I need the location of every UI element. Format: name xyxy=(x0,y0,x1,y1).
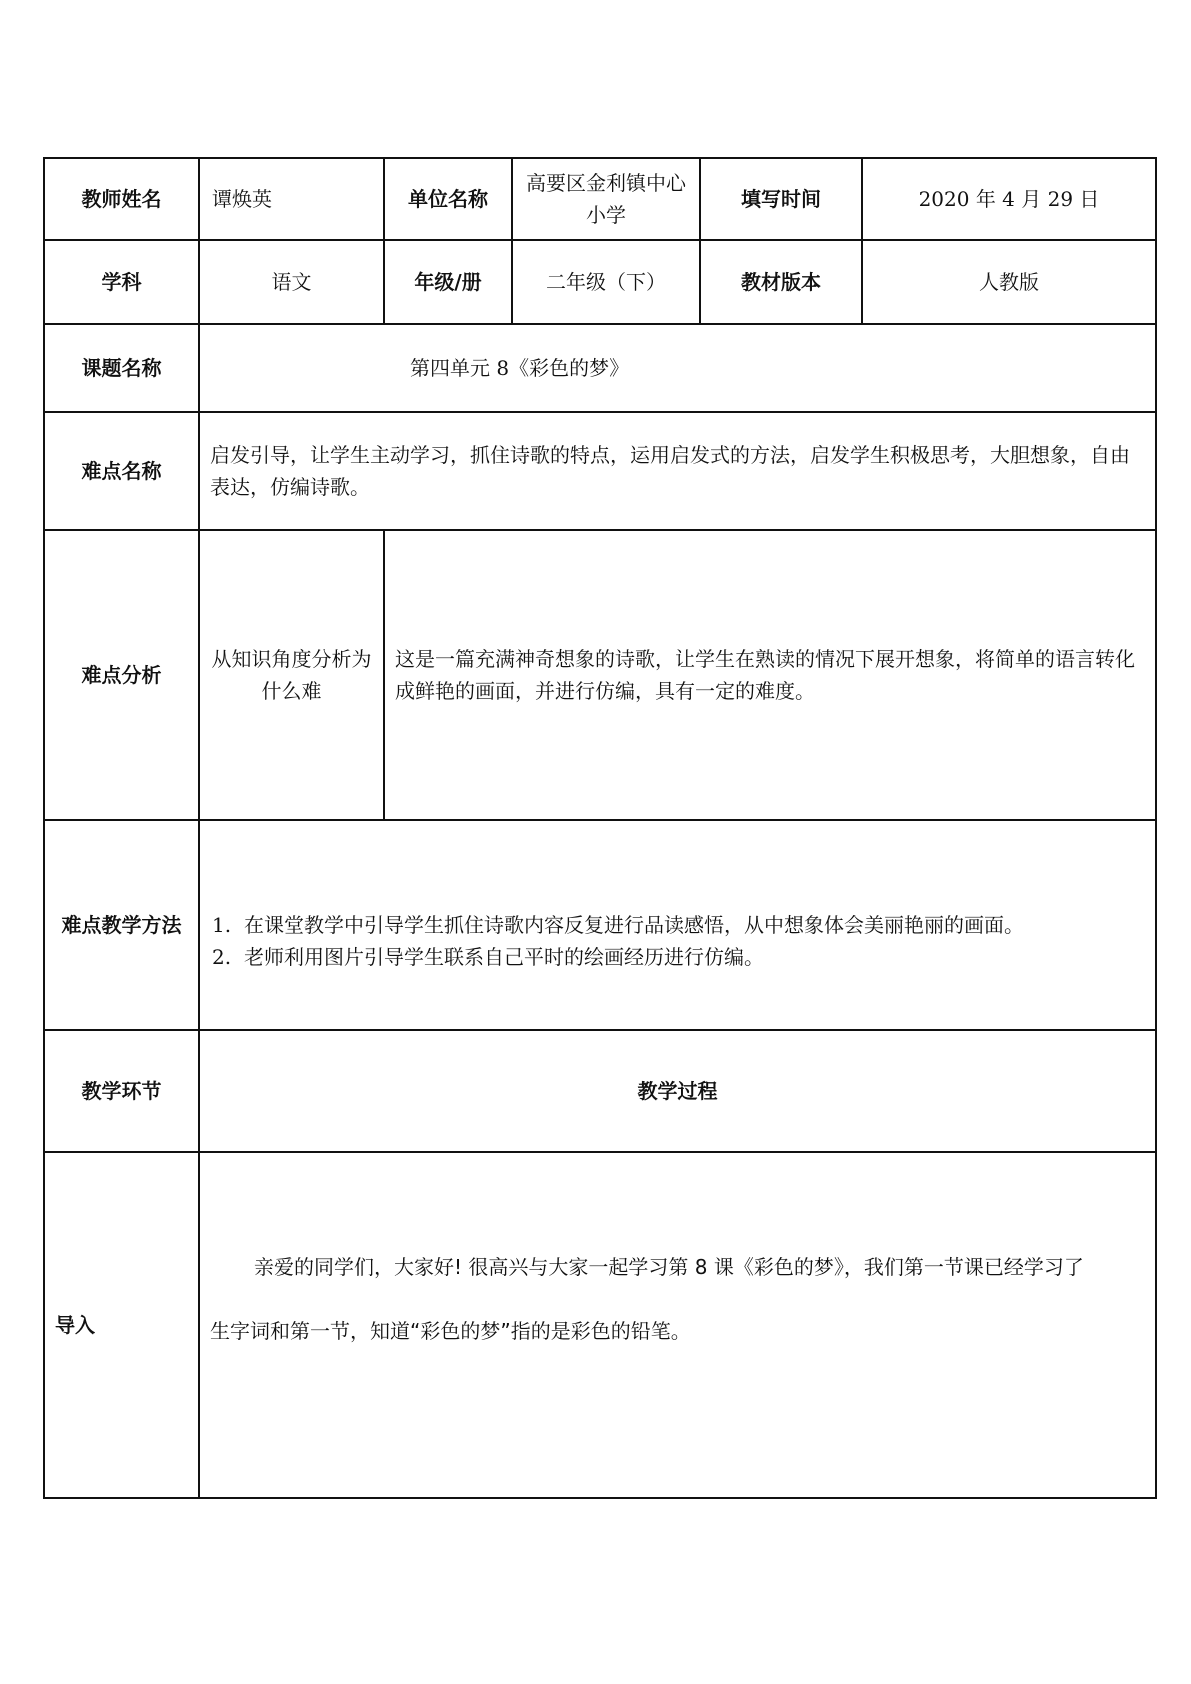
intro-content xyxy=(199,1152,1156,1498)
edition-label: 教材版本 xyxy=(700,240,862,324)
method-row xyxy=(44,820,1156,1030)
intro-row xyxy=(44,1152,1156,1498)
subject-label: 学科 xyxy=(44,240,199,324)
subject-value: 语文 xyxy=(199,240,384,324)
grade-label: 年级/册 xyxy=(384,240,512,324)
fill-date-label: 填写时间 xyxy=(700,158,862,240)
intro-line-1: 亲爱的同学们，大家好! 很高兴与大家一起学习第 8 课《彩色的梦》，我们第一节课已经学习了 xyxy=(254,1255,1084,1279)
teacher-name-label: 教师姓名 xyxy=(44,158,199,240)
unit-name-label: 单位名称 xyxy=(384,158,512,240)
lesson-plan-table xyxy=(43,157,1157,1499)
method-item-number: 1. xyxy=(212,913,232,937)
method-list xyxy=(200,909,1155,973)
intro-label: 导入 xyxy=(44,1152,199,1498)
header-row xyxy=(44,158,1156,240)
topic-row xyxy=(44,324,1156,412)
analysis-row xyxy=(44,530,1156,820)
subject-row xyxy=(44,240,1156,324)
teacher-name-value: 谭焕英 xyxy=(199,158,384,240)
process-header-row xyxy=(44,1030,1156,1152)
process-title: 教学过程 xyxy=(199,1030,1156,1152)
difficulty-row xyxy=(44,412,1156,530)
difficulty-label: 难点名称 xyxy=(44,412,199,530)
grade-value: 二年级（下） xyxy=(512,240,700,324)
topic-label: 课题名称 xyxy=(44,324,199,412)
analysis-label: 难点分析 xyxy=(44,530,199,820)
analysis-value: 这是一篇充满神奇想象的诗歌，让学生在熟读的情况下展开想象，将简单的语言转化成鲜艳的画面，并进行仿编，具有一定的难度。 xyxy=(384,530,1156,820)
method-content xyxy=(199,820,1156,1030)
method-label: 难点教学方法 xyxy=(44,820,199,1030)
unit-name-value: 高要区金利镇中心小学 xyxy=(512,158,700,240)
method-item xyxy=(212,909,1143,941)
analysis-sub-label: 从知识角度分析为什么难 xyxy=(199,530,384,820)
method-item xyxy=(212,941,1143,973)
method-item-text: 老师利用图片引导学生联系自己平时的绘画经历进行仿编。 xyxy=(244,945,764,969)
topic-value: 第四单元 8《彩色的梦》 xyxy=(199,324,1156,412)
fill-date-value: 2020 年 4 月 29 日 xyxy=(862,158,1156,240)
method-item-number: 2. xyxy=(212,945,232,969)
method-item-text: 在课堂教学中引导学生抓住诗歌内容反复进行品读感悟，从中想象体会美丽艳丽的画面。 xyxy=(244,913,1024,937)
intro-line-2: 生字词和第一节，知道“彩色的梦”指的是彩色的铅笔。 xyxy=(210,1319,691,1343)
process-step-label: 教学环节 xyxy=(44,1030,199,1152)
difficulty-value: 启发引导，让学生主动学习，抓住诗歌的特点，运用启发式的方法，启发学生积极思考，大胆想象，自由表达，仿编诗歌。 xyxy=(199,412,1156,530)
edition-value: 人教版 xyxy=(862,240,1156,324)
